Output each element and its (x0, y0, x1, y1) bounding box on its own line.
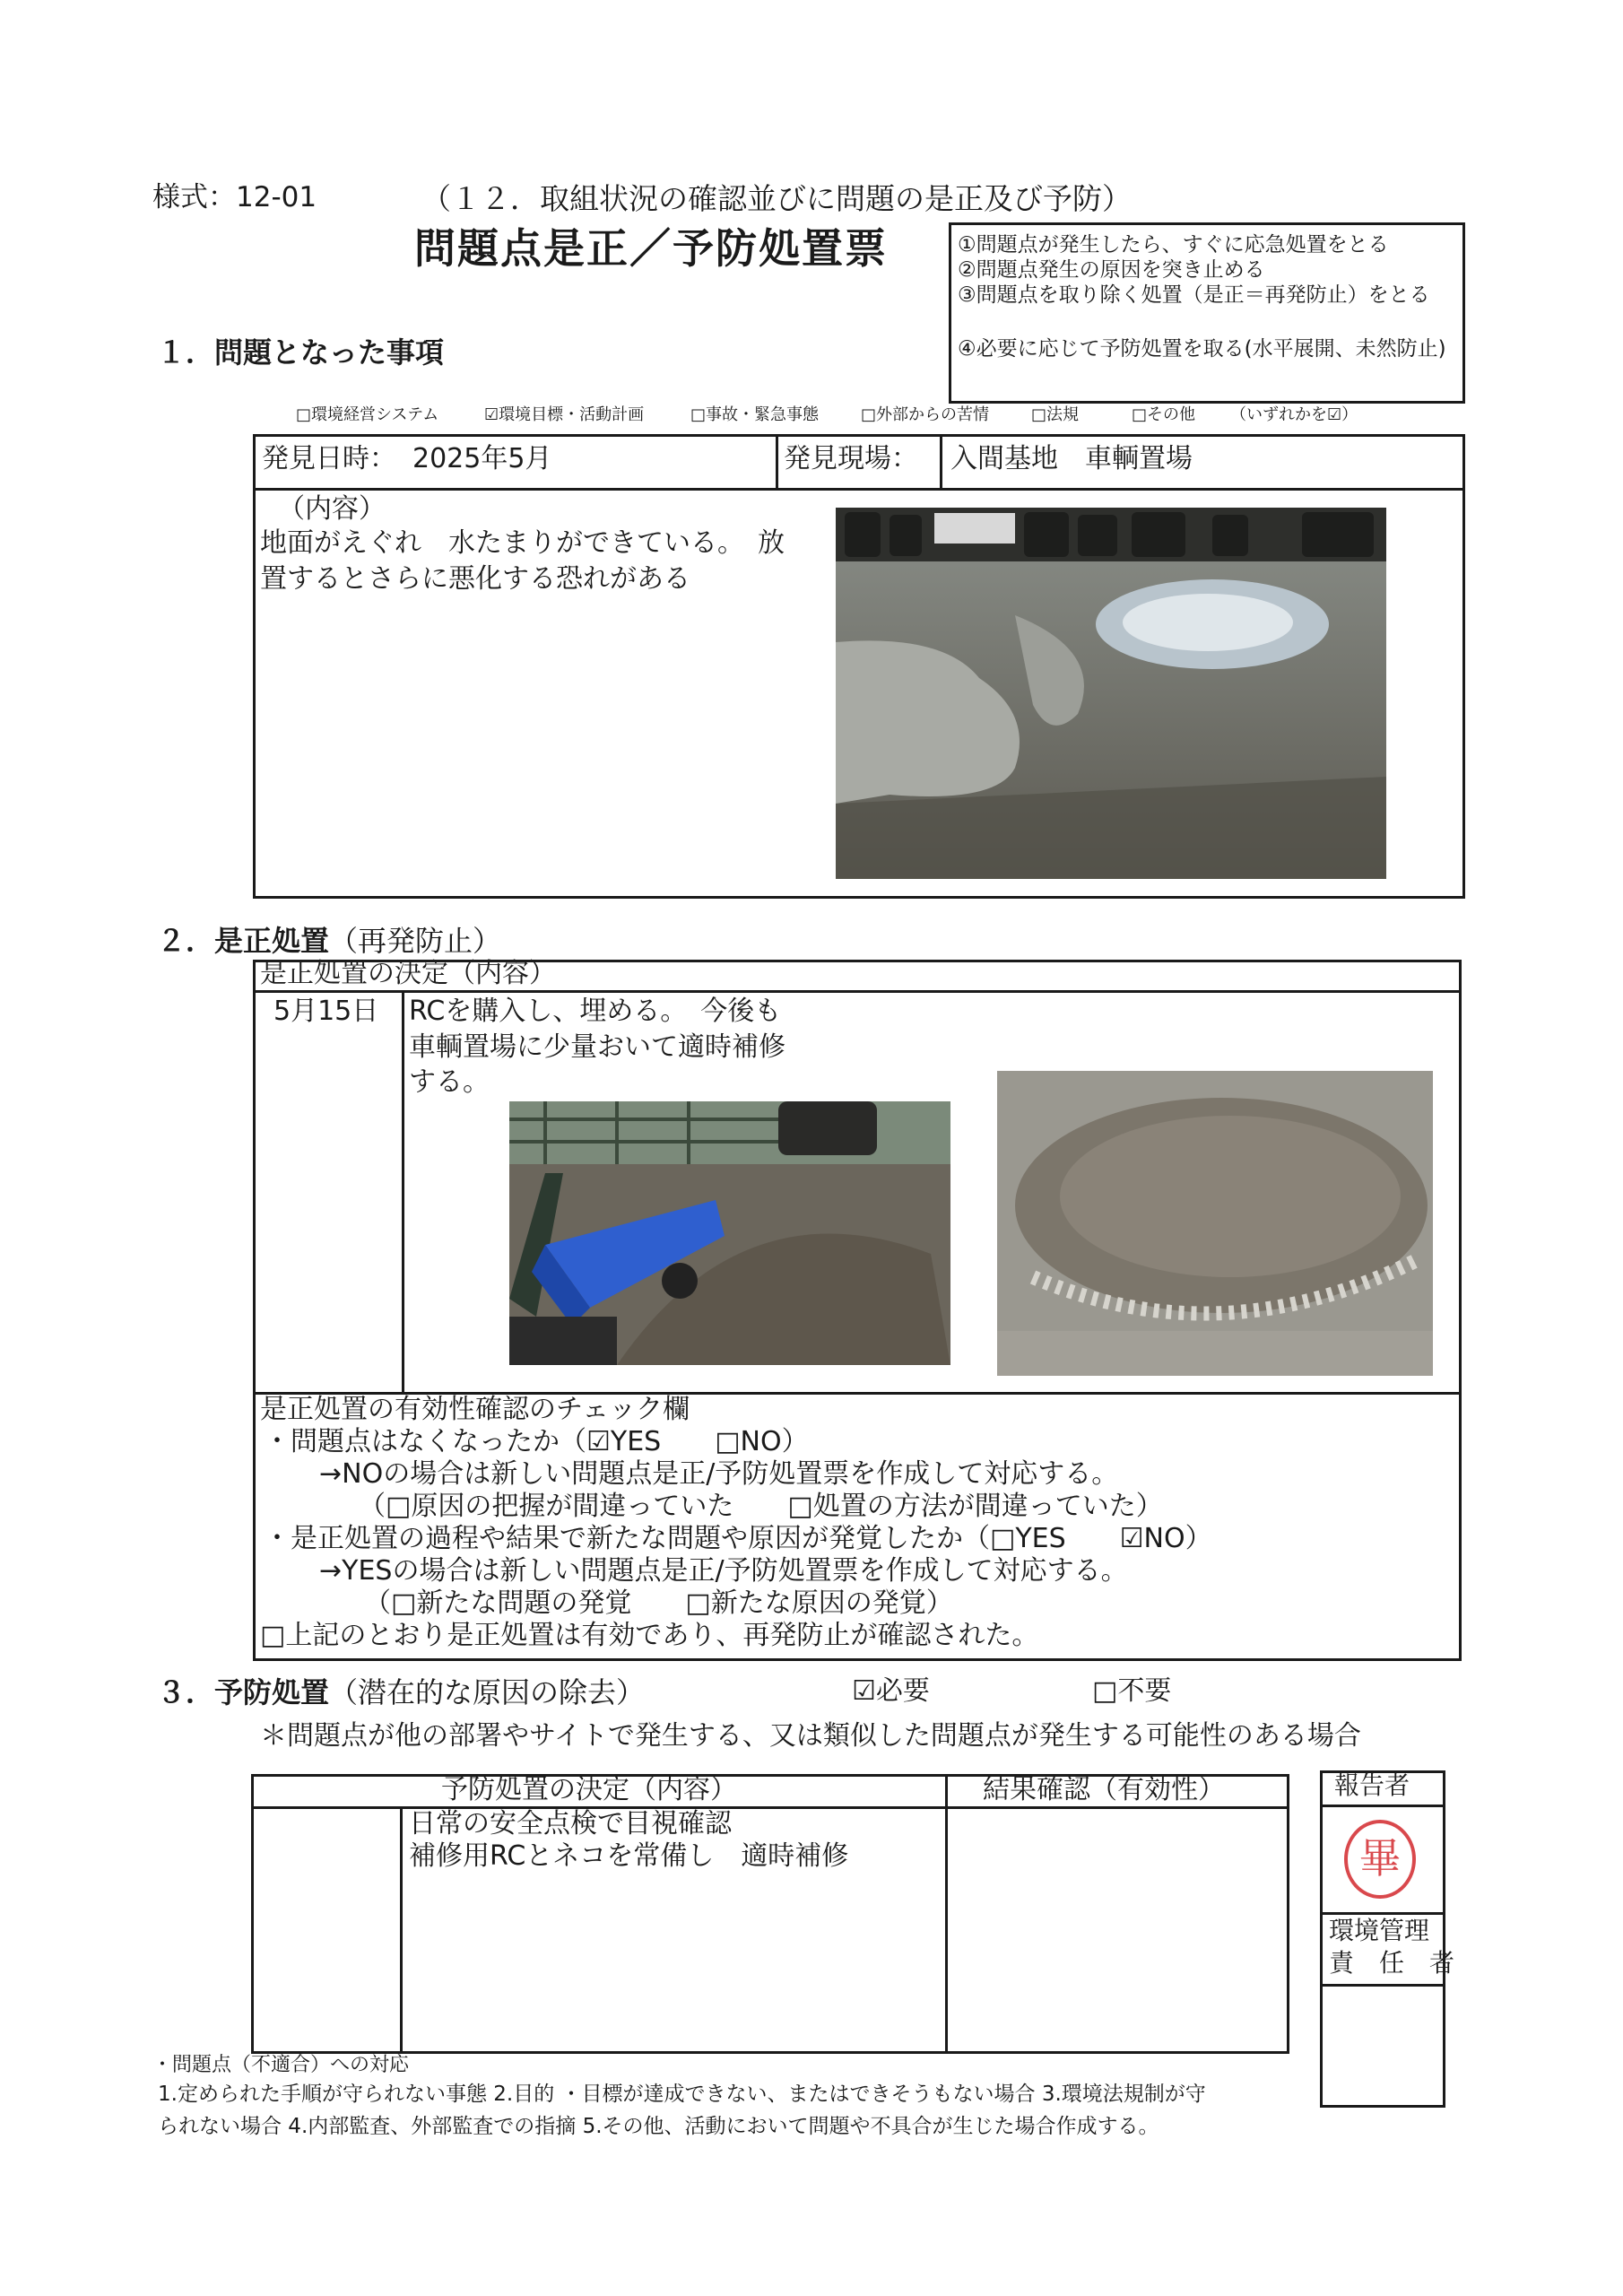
repaired-ground-photo (997, 1071, 1433, 1376)
check-line-1: ・問題点はなくなったか（☑YES □NO） (264, 1426, 809, 1457)
preventive-decision-header: 予防処置の決定（内容） (441, 1774, 737, 1805)
category-accident[interactable]: □事故・緊急事態 (690, 405, 820, 424)
form-number: 様式：12-01 (152, 181, 317, 213)
corrective-decision-header: 是正処置の決定（内容） (260, 958, 556, 989)
section2-heading (157, 924, 501, 958)
category-ems[interactable]: □環境経営システム (296, 405, 439, 424)
found-date-value: 2025年5月 (412, 443, 552, 474)
footer-line-1: 1.定められた手順が守られない事態 2.目的 ・目標が達成できない、またはできそうもない場合 3.環境法規制が守 (158, 2083, 1206, 2106)
category-other[interactable]: □その他 (1132, 405, 1196, 424)
category-note: （いずれかを☑） (1230, 405, 1358, 424)
section3-heading-sub: （潜在的な原因の除去） (329, 1675, 646, 1709)
manager-label-1: 環境管理 (1329, 1916, 1430, 1945)
result-check-header: 結果確認（有効性） (983, 1774, 1225, 1805)
found-place-label: 発見現場： (784, 443, 918, 474)
footer-line-2: られない場合 4.内部監査、外部監査での指摘 5.その他、活動において問題や不具合が生じた場合作成する。 (158, 2115, 1159, 2138)
corrective-date: 5月15日 (273, 996, 379, 1027)
preventive-line-2: 補修用RCとネコを常備し 適時補修 (409, 1840, 849, 1872)
content-label: （内容） (278, 493, 386, 525)
section3-heading-main: ３．予防処置 (157, 1675, 330, 1709)
section1-heading: １．問題となった事項 (157, 335, 445, 370)
check-header: 是正処置の有効性確認のチェック欄 (260, 1394, 690, 1425)
found-place-value: 入間基地 車輌置場 (950, 443, 1193, 474)
reporter-label: 報告者 (1334, 1770, 1410, 1800)
check-line-3: （□原因の把握が間違っていた □処置の方法が間違っていた） (359, 1491, 1163, 1522)
guide-step-1: ①問題点が発生したら、すぐに応急処置をとる (958, 233, 1389, 257)
preventive-box (251, 1774, 1289, 2054)
category-env-target[interactable]: ☑環境目標・活動計画 (484, 405, 645, 424)
section2-heading-main: ２．是正処置 (157, 924, 330, 958)
check-line-7: □上記のとおり是正処置は有効であり、再発防止が確認された。 (260, 1620, 1039, 1651)
puddle-photo (836, 508, 1386, 879)
preventive-line-1: 日常の安全点検で目視確認 (409, 1808, 732, 1839)
category-complaint[interactable]: □外部からの苦情 (861, 405, 990, 424)
manager-label-2: 責 任 者 (1329, 1948, 1455, 1978)
category-law[interactable]: □法規 (1031, 405, 1080, 424)
guide-step-2: ②問題点発生の原因を突き止める (958, 258, 1265, 282)
check-line-4: ・是正処置の過程や結果で新たな問題や原因が発覚したか（□YES ☑NO） (264, 1523, 1212, 1554)
preventive-not-required[interactable]: □不要 (1092, 1675, 1172, 1707)
wheelbarrow-photo (509, 1101, 950, 1365)
section2-heading-sub: （再発防止） (329, 924, 502, 958)
guide-step-4: ④必要に応じて予防処置を取る(水平展開、未然防止) (958, 337, 1446, 361)
guide-step-3: ③問題点を取り除く処置（是正＝再発防止）をとる (958, 283, 1430, 307)
seal-text: 畢 (1359, 1834, 1401, 1883)
check-line-6: （□新たな問題の発覚 □新たな原因の発覚） (364, 1587, 953, 1619)
page-title: 問題点是正／予防処置票 (414, 224, 888, 273)
reporter-seal (1342, 1819, 1418, 1900)
preventive-required[interactable]: ☑必要 (852, 1675, 930, 1707)
found-date-label: 発見日時： (262, 443, 396, 474)
problem-description: 地面がえぐれ 水たまりができている。 放置するとさらに悪化する恐れがある (260, 527, 785, 595)
check-line-5: →YESの場合は新しい問題点是正/予防処置票を作成して対応する。 (319, 1555, 1128, 1587)
section3-heading (157, 1675, 645, 1709)
corrective-action-text: RCを購入し、埋める。 今後も車輌置場に少量おいて適時補修する。 (409, 996, 785, 1099)
section-reference: （１２．取組状況の確認並びに問題の是正及び予防） (421, 181, 1132, 216)
check-line-2: →NOの場合は新しい問題点是正/予防処置票を作成して対応する。 (319, 1458, 1119, 1490)
preventive-note: ＊問題点が他の部署やサイトで発生する、又は類似した問題点が発生する可能性のある場合 (260, 1720, 1361, 1752)
footer-title: ・問題点（不適合）への対応 (152, 2054, 410, 2076)
